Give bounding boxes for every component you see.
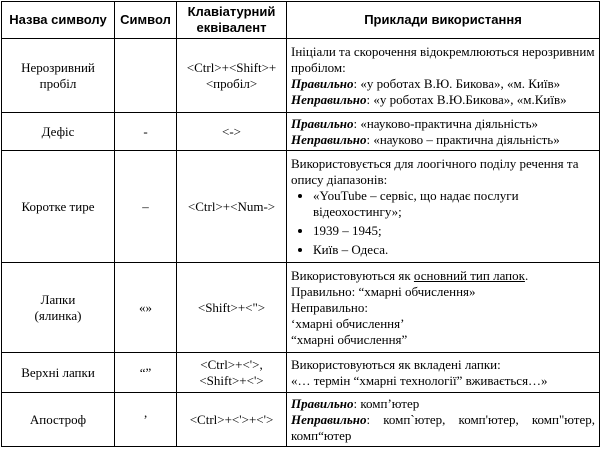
wrong-example: “хмарні обчислення” <box>291 331 408 347</box>
row-keys: <Ctrl>+<'>+<'> <box>177 393 287 447</box>
keys-line: <Shift>+<'> <box>199 372 264 388</box>
correct-label: Правильно <box>291 115 354 131</box>
example-incorrect <box>291 412 595 444</box>
row-symbol: ’ <box>115 393 177 447</box>
example-correct <box>291 116 595 132</box>
example-desc <box>291 268 595 284</box>
row-name: Нерозривний пробіл <box>2 39 115 113</box>
row-symbol: – <box>115 151 177 263</box>
example-desc: Використовуються як вкладені лапки: <box>291 356 501 372</box>
table-row <box>2 151 600 263</box>
name-line: Лапки <box>40 291 76 307</box>
example-desc: Ініціали та скорочення відокремлюються нерозривним пробілом: <box>291 43 595 75</box>
list-item: • 1939 – 1945; <box>313 223 595 239</box>
example-desc: Використовується для лоогічного поділу речення та опису діапазонів: <box>291 155 579 187</box>
table-row <box>2 353 600 393</box>
row-name: Дефіс <box>2 113 115 151</box>
row-name: Верхні лапки <box>2 353 115 393</box>
header-symbol: Символ <box>115 2 177 39</box>
desc-text: Використовуються як <box>291 267 414 283</box>
example-correct <box>291 396 595 412</box>
table-row <box>2 393 600 447</box>
row-keys: <Ctrl>+<Num-> <box>177 151 287 263</box>
wrong-example: ‘хмарні обчислення’ <box>291 315 405 331</box>
example-incorrect: Неправильно: <box>291 299 368 315</box>
row-examples <box>287 151 600 263</box>
keys-line: <пробіл> <box>205 75 258 91</box>
list-item: • Київ – Одеса. <box>313 242 595 258</box>
header-name: Назва символу <box>2 2 115 39</box>
row-symbol <box>115 39 177 113</box>
row-name: Коротке тире <box>2 151 115 263</box>
header-row <box>2 2 600 39</box>
header-keyboard: Клавіатурний еквівалент <box>177 2 287 39</box>
correct-text: : «науково-практична діяльність» <box>353 115 539 131</box>
list-item: • «YouTube – сервіс, що надає послуги відеохостингу»; <box>313 188 595 220</box>
table-row <box>2 113 600 151</box>
incorrect-text: : «науково – практична діяльність» <box>366 131 560 147</box>
incorrect-text: : комп`ютер, комп'ютер, комп"ютер, комп“ютер <box>291 411 595 443</box>
keys-line: <Ctrl>+<'>, <box>200 356 263 372</box>
table-row <box>2 263 600 353</box>
symbols-table <box>1 1 600 447</box>
underlined-text: основний тип лапок <box>413 267 525 283</box>
correct-label: Правильно <box>291 395 354 411</box>
header-examples: Приклади використання <box>287 2 600 39</box>
row-examples <box>287 39 600 113</box>
row-keys: <-> <box>177 113 287 151</box>
desc-text: . <box>524 267 529 283</box>
row-name: Апостроф <box>2 393 115 447</box>
row-keys: <Shift>+<"> <box>177 263 287 353</box>
name-line: (ялинка) <box>34 307 82 323</box>
row-keys <box>177 353 287 393</box>
incorrect-label: Неправильно <box>291 91 367 107</box>
row-examples <box>287 263 600 353</box>
incorrect-text: : «у роботах В.Ю.Бикова», «м.Київ» <box>366 91 567 107</box>
example-text: «… термін “хмарні технології” вживається…» <box>291 372 548 388</box>
example-incorrect <box>291 132 595 148</box>
example-correct <box>291 76 595 92</box>
correct-text: : «у роботах В.Ю. Бикова», «м. Київ» <box>353 75 561 91</box>
correct-text: : комп’ютер <box>353 395 420 411</box>
example-list <box>291 188 595 258</box>
table-row <box>2 39 600 113</box>
row-examples <box>287 393 600 447</box>
example-incorrect <box>291 92 595 108</box>
row-keys <box>177 39 287 113</box>
incorrect-label: Неправильно <box>291 131 367 147</box>
row-symbol: «» <box>115 263 177 353</box>
row-examples <box>287 113 600 151</box>
example-correct: Правильно: “хмарні обчислення» <box>291 283 476 299</box>
incorrect-label: Неправильно <box>291 411 367 427</box>
row-symbol: “” <box>115 353 177 393</box>
row-examples <box>287 353 600 393</box>
keys-line: <Ctrl>+<Shift>+ <box>186 59 277 75</box>
row-name <box>2 263 115 353</box>
correct-label: Правильно <box>291 75 354 91</box>
row-symbol: - <box>115 113 177 151</box>
